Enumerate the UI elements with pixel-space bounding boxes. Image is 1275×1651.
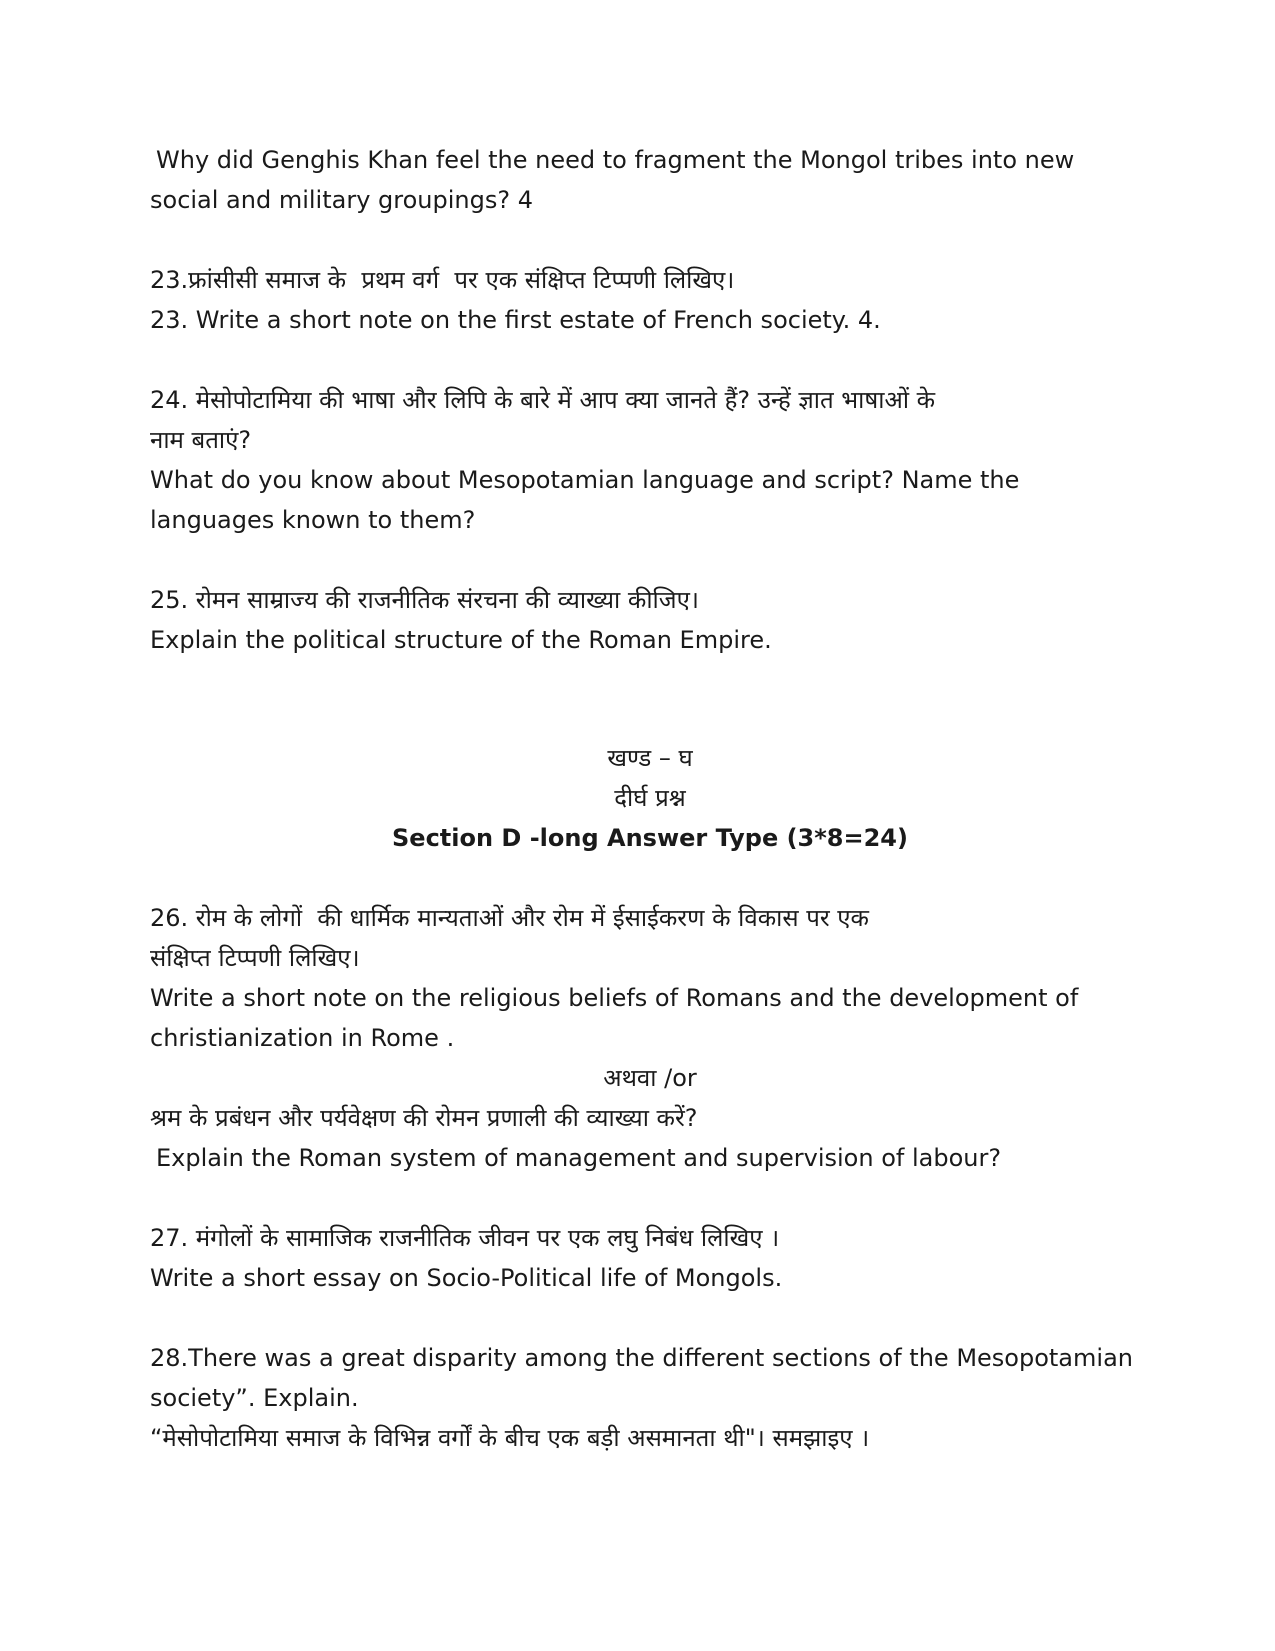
q26-english-line-2: christianization in Rome . — [150, 1024, 455, 1052]
q23-hindi: 23.फ्रांसीसी समाज के प्रथम वर्ग पर एक संक्षिप्त टिप्पणी लिखिए। — [150, 266, 735, 294]
q25-hindi: 25. रोमन साम्राज्य की राजनीतिक संरचना की व्याख्या कीजिए। — [150, 586, 699, 614]
q22-english-line-1: Why did Genghis Khan feel the need to fragment the Mongol tribes into new — [156, 146, 1075, 174]
q28-hindi: “मेसोपोटामिया समाज के विभिन्न वर्गों के बीच एक बड़ी असमानता थी"। समझाइए । — [150, 1424, 870, 1452]
q26-hindi-line-2: संक्षिप्त टिप्पणी लिखिए। — [150, 944, 360, 972]
q25-english: Explain the political structure of the Roman Empire. — [150, 626, 772, 654]
section-d-hindi-subtitle: दीर्घ प्रश्न — [614, 784, 686, 812]
q26-hindi-line-1: 26. रोम के लोगों की धार्मिक मान्यताओं और रोम में ईसाईकरण के विकास पर एक — [150, 904, 869, 932]
q24-hindi-line-1: 24. मेसोपोटामिया की भाषा और लिपि के बारे में आप क्या जानते हैं? उन्हें ज्ञात भाषाओं के — [150, 386, 936, 414]
q23-english: 23. Write a short note on the first estate of French society. 4. — [150, 306, 881, 334]
q28-english-line-1: 28.There was a great disparity among the different sections of the Mesopotamian — [150, 1344, 1133, 1372]
q22-english-line-2: social and military groupings? 4 — [150, 186, 533, 214]
exam-page — [150, 140, 1150, 1458]
q24-english-line-1: What do you know about Mesopotamian language and script? Name the — [150, 466, 1020, 494]
q26-or-label: अथवा /or — [603, 1064, 697, 1092]
section-d-english-title: Section D -long Answer Type (3*8=24) — [392, 824, 908, 852]
q27-english: Write a short essay on Socio-Political life of Mongols. — [150, 1264, 783, 1292]
q26-alt-english: Explain the Roman system of management and supervision of labour? — [156, 1144, 1002, 1172]
q24-hindi-line-2: नाम बताएं? — [150, 426, 252, 454]
q24-english-line-2: languages known to them? — [150, 506, 476, 534]
q26-english-line-1: Write a short note on the religious beliefs of Romans and the development of — [150, 984, 1079, 1012]
q27-hindi: 27. मंगोलों के सामाजिक राजनीतिक जीवन पर एक लघु निबंध लिखिए । — [150, 1224, 780, 1252]
section-d-hindi-title: खण्ड – घ — [607, 744, 693, 772]
q26-alt-hindi: श्रम के प्रबंधन और पर्यवेक्षण की रोमन प्रणाली की व्याख्या करें? — [150, 1104, 698, 1132]
q28-english-line-2: society”. Explain. — [150, 1384, 359, 1412]
